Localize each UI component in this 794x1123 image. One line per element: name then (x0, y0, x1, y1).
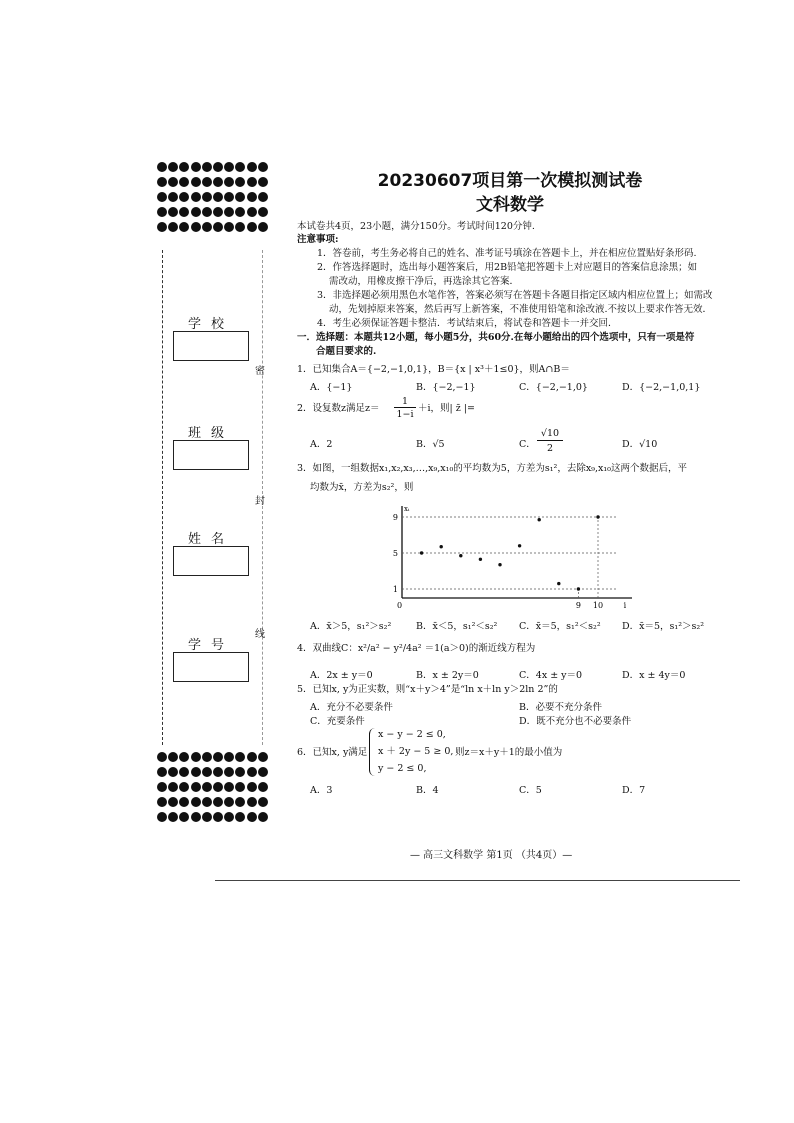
y-tick-label: 5 (392, 549, 398, 558)
q4-option-d[interactable]: D．x ± 4y＝0 (622, 670, 686, 681)
note-2: 2．作答选择题时，选出每小题答案后，用2B铅笔把答题卡上对应题目的答案信息涂黑；如 (317, 262, 698, 273)
dot (168, 177, 178, 187)
dot (191, 797, 201, 807)
dot (202, 752, 212, 762)
page-footer: — 高三文科数学 第1页 （共4页）— (410, 850, 573, 861)
dot (157, 162, 167, 172)
seal-char-3: 线 (255, 629, 265, 640)
q5-option-b[interactable]: B．必要不充分条件 (519, 702, 602, 713)
section-heading-2: 合题目要求的. (316, 346, 377, 357)
q2-frac-num: 1 (394, 396, 416, 408)
dot (235, 192, 245, 202)
dot (157, 177, 167, 187)
q6-option-d[interactable]: D．7 (622, 785, 646, 796)
dot (179, 797, 189, 807)
dot (202, 222, 212, 232)
q6-brace (369, 728, 376, 776)
top-dots-pattern (157, 162, 269, 232)
q6-stem-post: 则z＝x＋y＋1的最小值为 (455, 747, 563, 758)
dot (258, 162, 268, 172)
dot (258, 207, 268, 217)
q2-stem-pre: 2．设复数z满足z＝ (297, 403, 380, 414)
data-point (577, 587, 580, 590)
data-point (498, 563, 501, 566)
dot (202, 812, 212, 822)
dot (191, 207, 201, 217)
seal-char-2: 封 (255, 496, 265, 507)
q5-stem: 5．已知x, y为正实数，则“x＋y＞4”是“ln x＋ln y＞2ln 2”的 (297, 684, 558, 695)
name-field[interactable] (173, 546, 249, 576)
q6-option-c[interactable]: C．5 (519, 785, 542, 796)
q2-option-a[interactable]: A．2 (310, 439, 333, 450)
q4-option-c[interactable]: C．4x ± y＝0 (519, 670, 583, 681)
q6-constraint-1: x − y − 2 ≤ 0, (378, 729, 446, 740)
dot (213, 177, 223, 187)
subject-title: 文科数学 (476, 195, 544, 215)
dot (179, 207, 189, 217)
dot (191, 767, 201, 777)
data-point (538, 518, 541, 521)
x-tick-label: 9 (575, 601, 581, 610)
school-label: 学校 (187, 317, 234, 332)
dot (168, 207, 178, 217)
dot (235, 207, 245, 217)
dot (213, 162, 223, 172)
dot (202, 207, 212, 217)
section-heading: 一．选择题：本题共12小题，每小题5分，共60分.在每小题给出的四个选项中，只有一项是符 (297, 332, 695, 343)
dot (247, 797, 257, 807)
data-point (420, 551, 423, 554)
dot (247, 177, 257, 187)
q1-option-b[interactable]: B．{−2,−1} (416, 382, 476, 393)
bottom-rule (215, 880, 740, 881)
q2-option-d[interactable]: D．√10 (622, 439, 658, 450)
dot (202, 767, 212, 777)
q2-option-c-num: √10 (537, 428, 563, 441)
dot (191, 782, 201, 792)
dot (157, 812, 167, 822)
q6-constraint-2: x ＋ 2y − 5 ≥ 0, (378, 746, 454, 757)
dot (247, 812, 257, 822)
dot (213, 797, 223, 807)
dot (202, 192, 212, 202)
dot (179, 812, 189, 822)
name-label: 姓名 (187, 532, 234, 547)
dot (179, 767, 189, 777)
dot (168, 782, 178, 792)
dot (247, 767, 257, 777)
dot (191, 812, 201, 822)
dot (157, 782, 167, 792)
dot (258, 767, 268, 777)
y-axis-label: xᵢ (404, 505, 410, 513)
dot (191, 192, 201, 202)
q3-option-b[interactable]: B．x̄＜5，s₁²＜s₂² (416, 621, 498, 632)
q6-option-b[interactable]: B．4 (416, 785, 439, 796)
dot (179, 177, 189, 187)
q6-stem-pre: 6．已知x, y满足 (297, 747, 368, 758)
dot (157, 752, 167, 762)
dot (258, 752, 268, 762)
dot (258, 222, 268, 232)
dot (258, 192, 268, 202)
data-point (479, 558, 482, 561)
dot (179, 162, 189, 172)
dot (235, 177, 245, 187)
dot (179, 192, 189, 202)
dot (157, 222, 167, 232)
dot (213, 782, 223, 792)
dot (191, 752, 201, 762)
dot (168, 752, 178, 762)
dot (258, 797, 268, 807)
class-field[interactable] (173, 440, 249, 470)
q1-option-a[interactable]: A．{−1} (310, 382, 353, 393)
q3-option-a[interactable]: A．x̄＞5，s₁²＞s₂² (310, 621, 392, 632)
dot (258, 812, 268, 822)
dot (224, 162, 234, 172)
dot (235, 222, 245, 232)
dot (202, 177, 212, 187)
dot (235, 752, 245, 762)
q4-option-a[interactable]: A．2x ± y＝0 (310, 670, 373, 681)
class-label: 班级 (187, 426, 234, 441)
note-4: 4．考生必须保证答题卡整洁．考试结束后，将试卷和答题卡一并交回． (317, 318, 618, 329)
dot (235, 162, 245, 172)
data-point (557, 582, 560, 585)
dot (168, 192, 178, 202)
dot (247, 162, 257, 172)
binding-line (162, 250, 163, 745)
data-point (459, 554, 462, 557)
dot (179, 782, 189, 792)
dot (224, 797, 234, 807)
dot (224, 192, 234, 202)
dot (168, 812, 178, 822)
notes-title: 注意事项: (297, 234, 339, 245)
exam-info: 本试卷共4页，23小题，满分150分。考试时间120分钟. (297, 221, 535, 232)
school-field[interactable] (173, 331, 249, 361)
q6-constraint-3: y − 2 ≤ 0, (378, 763, 427, 774)
dot (213, 812, 223, 822)
q3-option-d[interactable]: D．x̄＝5，s₁²＞s₂² (622, 621, 705, 632)
q3-option-c[interactable]: C．x̄＝5，s₁²＜s₂² (519, 621, 601, 632)
q5-option-c[interactable]: C．充要条件 (310, 716, 365, 727)
q6-option-a[interactable]: A．3 (310, 785, 333, 796)
bottom-dots-pattern (157, 752, 269, 822)
q5-option-d[interactable]: D．既不充分也不必要条件 (519, 716, 632, 727)
q2-stem-post: ＋i，则| z̄ |= (418, 403, 475, 414)
data-point (440, 545, 443, 548)
dot (213, 767, 223, 777)
dot (224, 222, 234, 232)
q3-stem-1: 3．如图，一组数据x₁,x₂,x₃,…,x₉,x₁₀的平均数为5，方差为s₁²，去除x₉,x₁₀这两个数据后，平 (297, 463, 687, 474)
x-axis-label: i (623, 601, 627, 610)
dot (247, 752, 257, 762)
id-field[interactable] (173, 652, 249, 682)
x-tick-label: 0 (397, 601, 403, 610)
q4-option-b[interactable]: B．x ± 2y＝0 (416, 670, 479, 681)
dot (224, 177, 234, 187)
dot (157, 767, 167, 777)
dot (191, 177, 201, 187)
y-tick-label: 1 (392, 585, 398, 594)
dot (224, 812, 234, 822)
q2-option-c-den: 2 (546, 443, 554, 454)
note-3b: 动，先划掉原来答案，然后再写上新答案，不准使用铅笔和涂改液.不按以上要求作答无效． (329, 304, 713, 315)
dot (235, 782, 245, 792)
seal-char-1: 密 (255, 366, 265, 377)
dot (224, 752, 234, 762)
q4-stem: 4．双曲线C：x²/a² − y²/4a² ＝1(a＞0)的渐近线方程为 (297, 643, 536, 654)
dot (179, 222, 189, 232)
dot (224, 782, 234, 792)
x-tick-label: 10 (592, 601, 604, 610)
dot (247, 222, 257, 232)
dot (213, 752, 223, 762)
dot (157, 207, 167, 217)
dot (224, 207, 234, 217)
data-point (596, 515, 599, 518)
exam-title: 20230607项目第一次模拟测试卷 (377, 171, 643, 191)
dot (179, 752, 189, 762)
dot (168, 767, 178, 777)
q1-stem: 1．已知集合A＝{−2,−1,0,1}，B＝{x | x³＋1≤0}，则A∩B＝ (297, 364, 570, 375)
dot (202, 797, 212, 807)
q2-option-c[interactable]: C． (519, 439, 536, 450)
dot (258, 782, 268, 792)
q2-frac-den: 1−i (396, 409, 414, 420)
q3-stem-2: 均数为x̄，方差为s₂²，则 (310, 482, 414, 493)
dot (168, 222, 178, 232)
dot (258, 177, 268, 187)
dot (213, 192, 223, 202)
dot (247, 207, 257, 217)
note-1: 1．答卷前，考生务必将自己的姓名、准考证号填涂在答题卡上，并在相应位置贴好条形码. (317, 248, 697, 259)
dot (213, 222, 223, 232)
dot (168, 797, 178, 807)
dot (202, 782, 212, 792)
dot (191, 162, 201, 172)
dot (247, 192, 257, 202)
id-label: 学号 (187, 638, 234, 653)
q2-option-b[interactable]: B．√5 (416, 439, 445, 450)
dot (202, 162, 212, 172)
dot (213, 207, 223, 217)
q1-option-d[interactable]: D．{−2,−1,0,1} (622, 382, 701, 393)
scatter-chart (380, 502, 640, 610)
dot (235, 812, 245, 822)
dot (247, 782, 257, 792)
data-point (518, 544, 521, 547)
dot (235, 797, 245, 807)
note-3: 3．非选择题必须用黑色水笔作答，答案必须写在答题卡各题目指定区域内相应位置上；如需改 (317, 290, 713, 301)
dot (235, 767, 245, 777)
q1-option-c[interactable]: C．{−2,−1,0} (519, 382, 588, 393)
y-tick-label: 9 (392, 513, 398, 522)
dot (157, 797, 167, 807)
dot (168, 162, 178, 172)
q5-option-a[interactable]: A．充分不必要条件 (310, 702, 393, 713)
dot (191, 222, 201, 232)
note-2b: 需改动，用橡皮擦干净后，再选涂其它答案． (329, 276, 520, 287)
dot (157, 192, 167, 202)
dot (224, 767, 234, 777)
